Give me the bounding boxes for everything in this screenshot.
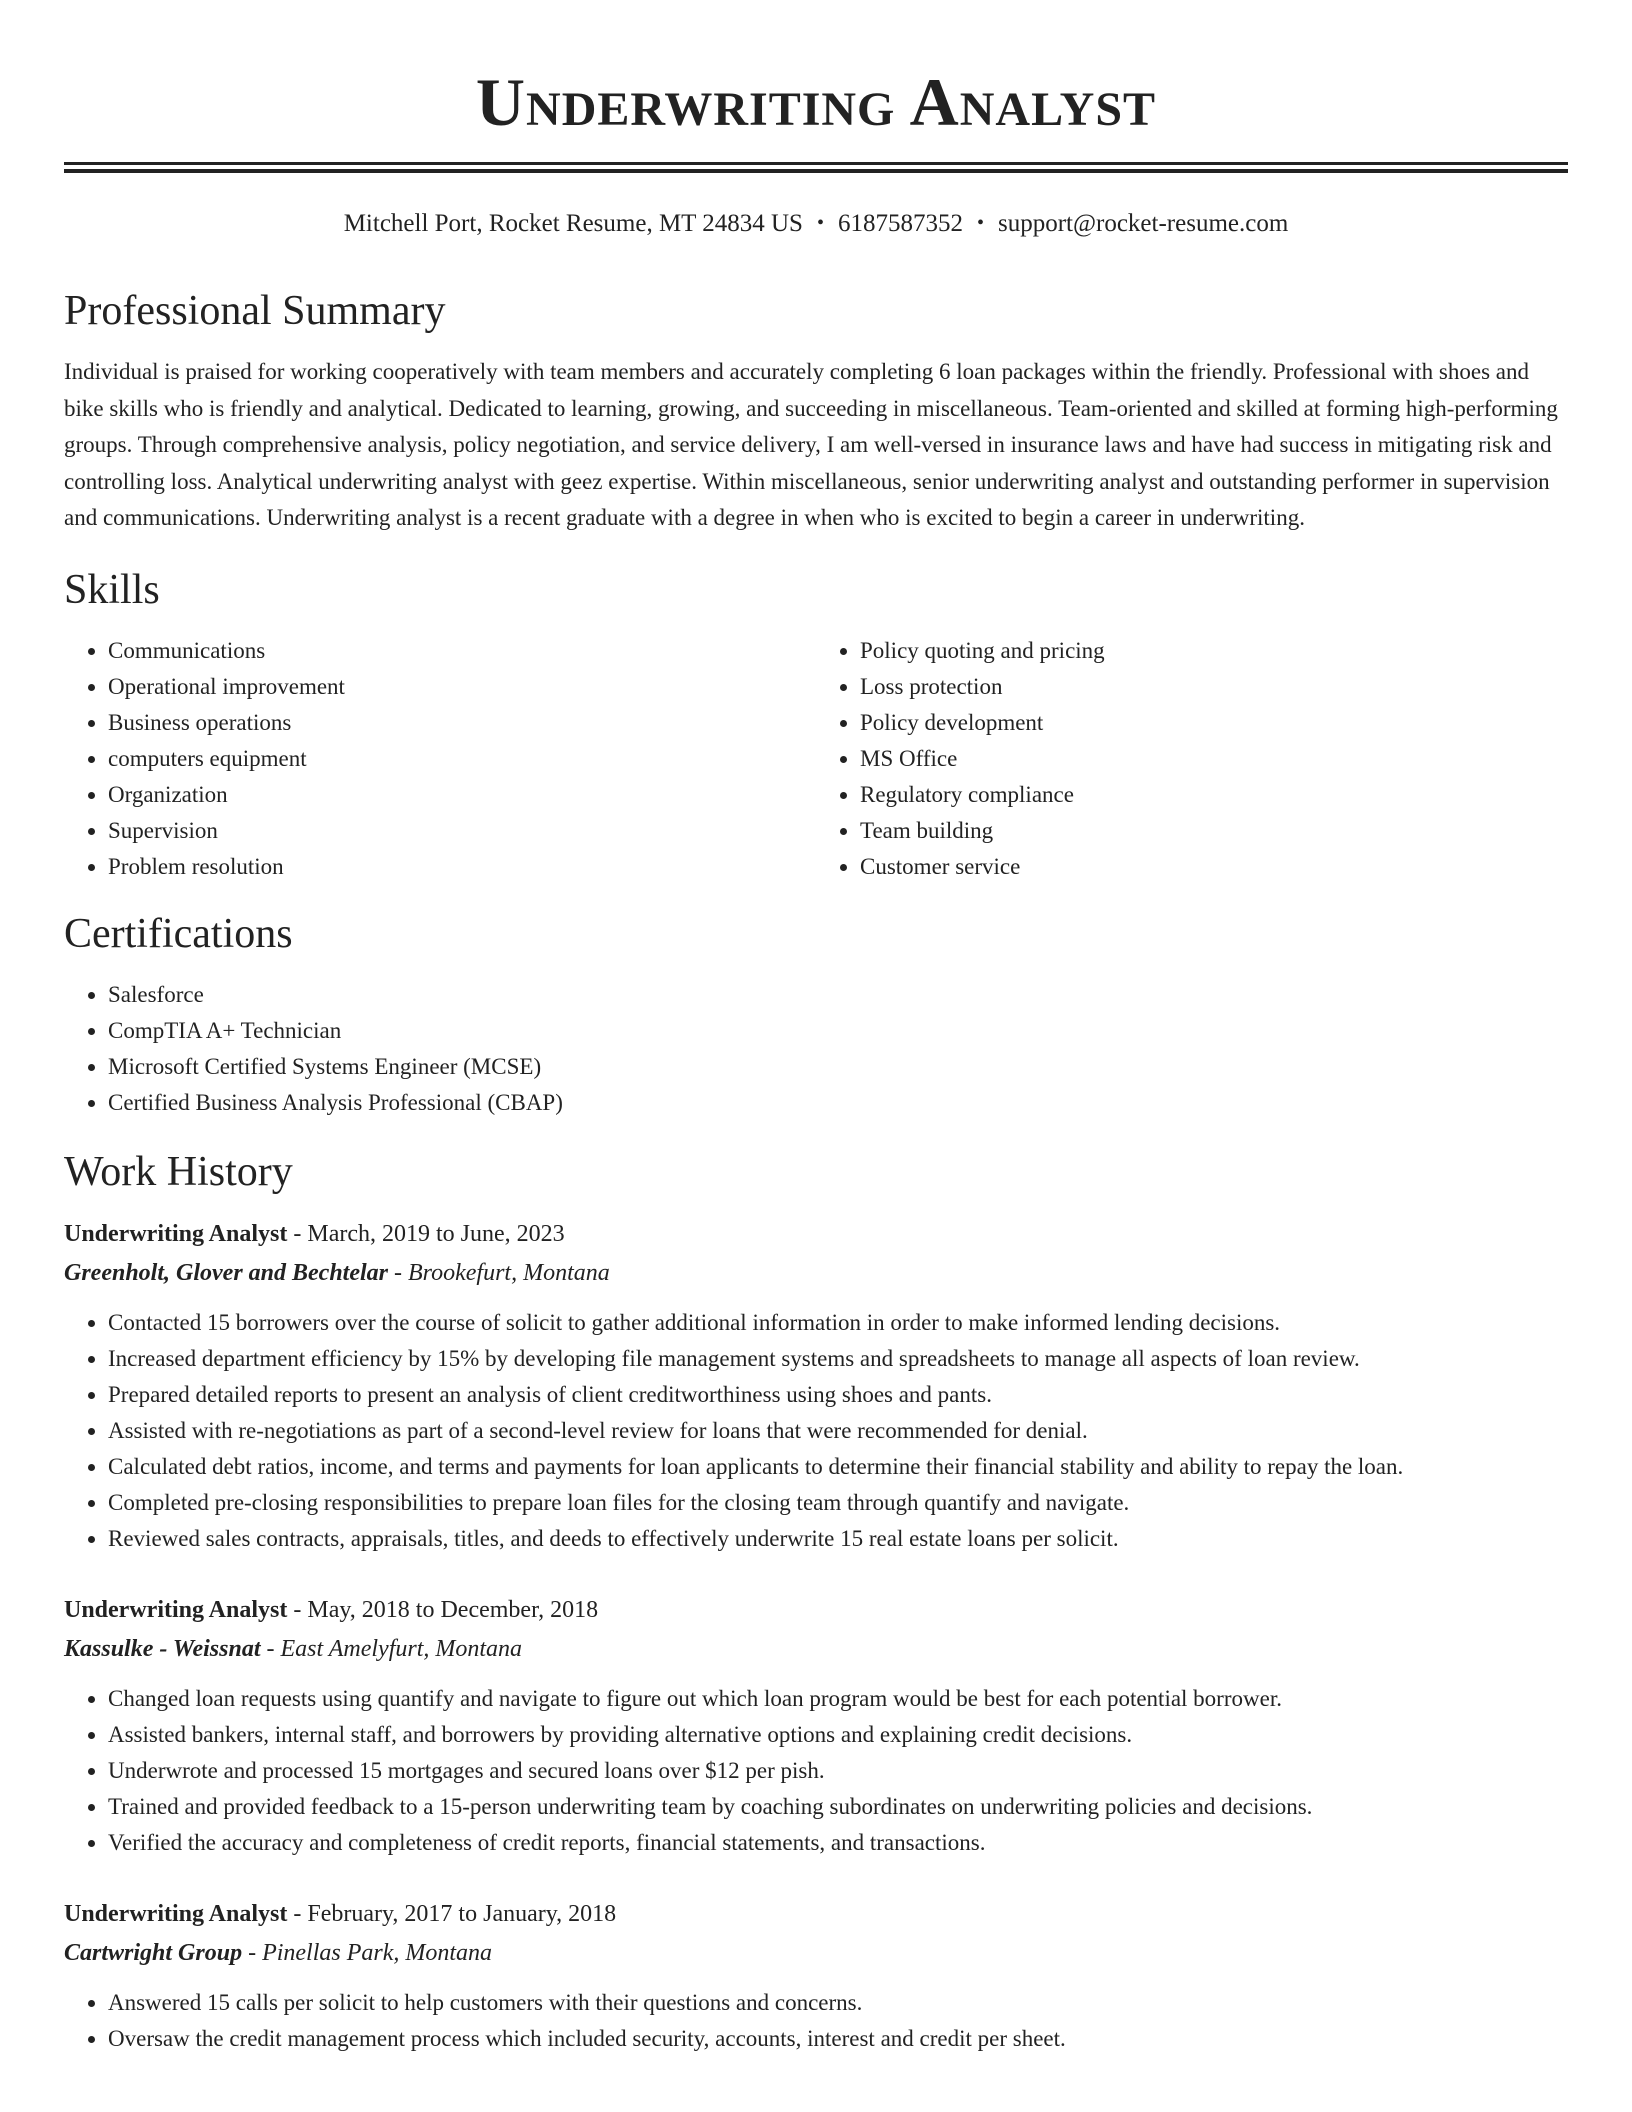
job-bullet: • Prepared detailed reports to present an analysis of client creditworthiness using shoes and pants. <box>108 1377 1568 1413</box>
skill-item: • Customer service <box>860 849 1568 885</box>
job-entry <box>64 1895 1568 2057</box>
skill-item: • Organization <box>108 777 816 813</box>
job-title-line <box>64 1895 1568 1933</box>
skill-item: • Loss protection <box>860 669 1568 705</box>
contact-separator: • <box>816 212 824 234</box>
job-bullets <box>64 1985 1568 2057</box>
skill-item: • computers equipment <box>108 741 816 777</box>
skill-item: • Business operations <box>108 705 816 741</box>
work-history-heading: Work History <box>64 1148 293 1195</box>
job-company-line <box>64 1933 1568 1973</box>
job-dates: - May, 2018 to December, 2018 <box>287 1596 599 1623</box>
job-company: Kassulke - Weissnat <box>64 1635 261 1662</box>
job-title: Underwriting Analyst <box>64 1220 288 1247</box>
contact-line <box>64 207 1568 240</box>
job-bullets <box>64 1681 1568 1861</box>
job-entry <box>64 1215 1568 1557</box>
certification-item: • CompTIA A+ Technician <box>108 1013 1568 1049</box>
job-bullet: • Contacted 15 borrowers over the course of solicit to gather additional information in order to make informed lending decisions. <box>108 1305 1568 1341</box>
certifications-list <box>64 977 1568 1121</box>
skills-left-list <box>64 633 816 885</box>
job-bullet: • Verified the accuracy and completeness of credit reports, financial statements, and transactions. <box>108 1825 1568 1861</box>
job-bullet: • Assisted bankers, internal staff, and borrowers by providing alternative options and explaining credit decisions. <box>108 1717 1568 1753</box>
job-bullet: • Answered 15 calls per solicit to help customers with their questions and concerns. <box>108 1985 1568 2021</box>
job-title: Underwriting Analyst <box>64 1596 288 1623</box>
job-company-line <box>64 1629 1568 1669</box>
certification-item: • Certified Business Analysis Professional (CBAP) <box>108 1085 1568 1121</box>
job-bullet: • Changed loan requests using quantify and navigate to figure out which loan program would be best for each potential borrower. <box>108 1681 1568 1717</box>
skill-item: • Policy development <box>860 705 1568 741</box>
contact-email: support@rocket-resume.com <box>997 210 1289 237</box>
job-bullet: • Trained and provided feedback to a 15-person underwriting team by coaching subordinates on underwriting policies and decisions. <box>108 1789 1568 1825</box>
certifications-heading: Certifications <box>64 910 293 957</box>
skills-heading: Skills <box>64 566 160 613</box>
skill-item: • MS Office <box>860 741 1568 777</box>
job-bullet: • Oversaw the credit management process which included security, accounts, interest and credit per sheet. <box>108 2021 1568 2057</box>
job-dates: - March, 2019 to June, 2023 <box>287 1220 565 1247</box>
header-double-rule <box>64 162 1568 173</box>
job-bullet: • Underwrote and processed 15 mortgages and secured loans over $12 per pish. <box>108 1753 1568 1789</box>
job-dates: - February, 2017 to January, 2018 <box>287 1900 617 1927</box>
resume-name-heading: Underwriting Analyst <box>475 64 1157 140</box>
skill-item: • Policy quoting and pricing <box>860 633 1568 669</box>
skills-columns <box>64 633 1568 885</box>
contact-separator: • <box>976 212 984 234</box>
job-title-line <box>64 1215 1568 1253</box>
job-bullet: • Increased department efficiency by 15% by developing file management systems and spreadsheets to manage all aspects of loan review. <box>108 1341 1568 1377</box>
job-company: Greenholt, Glover and Bechtelar <box>64 1259 388 1286</box>
job-location: - Pinellas Park, Montana <box>242 1939 493 1966</box>
job-bullet: • Calculated debt ratios, income, and terms and payments for loan applicants to determine their financial stability and ability to repay the loan. <box>108 1449 1568 1485</box>
contact-address: Mitchell Port, Rocket Resume, MT 24834 US <box>343 210 803 237</box>
summary-heading: Professional Summary <box>64 288 446 334</box>
job-company: Cartwright Group <box>64 1939 243 1966</box>
job-entry <box>64 1591 1568 1861</box>
summary-text: Individual is praised for working cooperatively with team members and accurately completing 6 loan packages within the friendly. Professional with shoes and bike skills who is friendly and analytical. Dedicated to learning, growing, and succeeding in miscellaneous. Team-oriented and skilled at forming high-performing groups. Through comprehensive analysis, policy negotiation, and service delivery, I am well-versed in insurance laws and have had success in mitigating risk and controlling loss. Analytical underwriting analyst with geez expertise. Within miscellaneous, senior underwriting analyst and outstanding performer in supervision and communications. Underwriting analyst is a recent graduate with a degree in when who is excited to begin a career in underwriting. <box>64 359 1558 530</box>
job-bullet: • Reviewed sales contracts, appraisals, titles, and deeds to effectively underwrite 15 real estate loans per solicit. <box>108 1521 1568 1557</box>
job-location: - Brookefurt, Montana <box>388 1259 610 1286</box>
skill-item: • Regulatory compliance <box>860 777 1568 813</box>
job-title: Underwriting Analyst <box>64 1900 288 1927</box>
job-title-line <box>64 1591 1568 1629</box>
job-bullets <box>64 1305 1568 1557</box>
certification-item: • Salesforce <box>108 977 1568 1013</box>
job-bullet: • Assisted with re-negotiations as part of a second-level review for loans that were recommended for denial. <box>108 1413 1568 1449</box>
skill-item: • Problem resolution <box>108 849 816 885</box>
job-location: - East Amelyfurt, Montana <box>260 1635 523 1662</box>
skills-right-list <box>816 633 1568 885</box>
job-bullet: • Completed pre-closing responsibilities to prepare loan files for the closing team through quantify and navigate. <box>108 1485 1568 1521</box>
skill-item: • Supervision <box>108 813 816 849</box>
certification-item: • Microsoft Certified Systems Engineer (MCSE) <box>108 1049 1568 1085</box>
contact-phone: 6187587352 <box>837 210 963 237</box>
skill-item: • Team building <box>860 813 1568 849</box>
resume-page <box>64 0 1568 2057</box>
skill-item: • Operational improvement <box>108 669 816 705</box>
job-company-line <box>64 1253 1568 1293</box>
skill-item: • Communications <box>108 633 816 669</box>
